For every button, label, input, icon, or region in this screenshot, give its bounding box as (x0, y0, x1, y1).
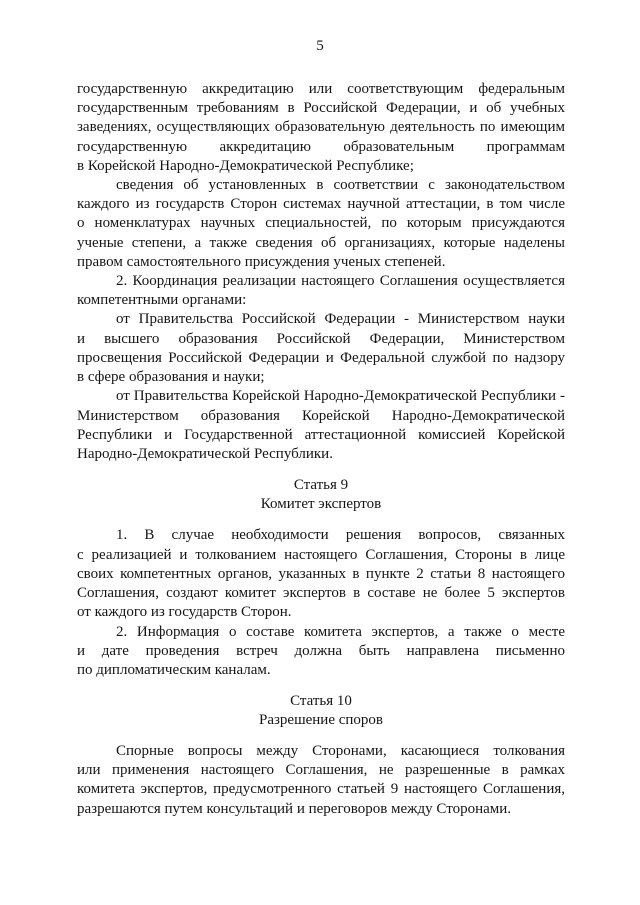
text-line: Республики и Государственной аттестационной комиссией Корейской (77, 427, 565, 443)
article-number: Статья 9 (293, 477, 349, 493)
text-line: 2. Информация о составе комитета экспертов, а также о месте (116, 624, 565, 640)
text-line: по дипломатическим каналам. (77, 662, 271, 678)
text-line: с реализацией и толкованием настоящего Соглашения, Стороны в лице (77, 547, 565, 563)
text-line: от Правительства Корейской Народно-Демократической Республики - (116, 388, 565, 404)
text-line: Соглашения, создают комитет экспертов в составе не более 5 экспертов (77, 585, 565, 601)
text-line: о номенклатурах научных специальностей, по которым присуждаются (77, 215, 565, 231)
text-line: государственную аккредитацию или соответствующим федеральным (77, 81, 565, 97)
text-line: и дате проведения встреч должна быть направлена письменно (77, 643, 565, 659)
text-line: правом самостоятельного присуждения ученых степеней. (77, 254, 446, 270)
text-line: 1. В случае необходимости решения вопросов, связанных (116, 527, 565, 543)
text-line: в сфере образования и науки; (77, 369, 265, 385)
text-line: ученые степени, а также сведения об организациях, которые наделены (77, 235, 565, 251)
text-line: или применения настоящего Соглашения, не разрешенные в рамках (77, 762, 565, 778)
text-line: Министерством образования Корейской Народно-Демократической (77, 408, 565, 424)
text-line: своих компетентных органов, указанных в пункте 2 статьи 8 настоящего (77, 566, 565, 582)
text-line: и высшего образования Российской Федерации, Министерством (77, 331, 565, 347)
text-line: от Правительства Российской Федерации - Министерством науки (116, 311, 565, 327)
text-line: 2. Координация реализации настоящего Соглашения осуществляется (116, 273, 565, 289)
article-number: Статья 10 (290, 693, 352, 709)
text-line: Народно-Демократической Республики. (77, 446, 333, 462)
text-line: разрешаются путем консультаций и переговоров между Сторонами. (77, 801, 512, 817)
article-title: Комитет экспертов (260, 496, 382, 512)
text-line: государственную аккредитацию образовательным программам (77, 139, 565, 155)
text-line: заведениях, осуществляющих образовательную деятельность по имеющим (77, 119, 565, 135)
text-line: государственным требованиям в Российской Федерации, и об учебных (77, 100, 565, 116)
text-line: от каждого из государств Сторон. (77, 604, 292, 620)
text-line: сведения об установленных в соответствии с законодательством (116, 177, 565, 193)
text-line: комитета экспертов, предусмотренного статьей 9 настоящего Соглашения, (77, 781, 565, 797)
text-line: Спорные вопросы между Сторонами, касающиеся толкования (116, 743, 565, 759)
article-title: Разрешение споров (258, 712, 384, 728)
text-line: в Корейской Народно-Демократической Республике; (77, 158, 414, 174)
page-number: 5 (316, 38, 324, 54)
text-line: компетентными органами: (77, 292, 247, 308)
text-line: каждого из государств Сторон системах научной аттестации, в том числе (77, 196, 565, 212)
text-line: просвещения Российской Федерации и Федеральной службой по надзору (77, 350, 565, 366)
